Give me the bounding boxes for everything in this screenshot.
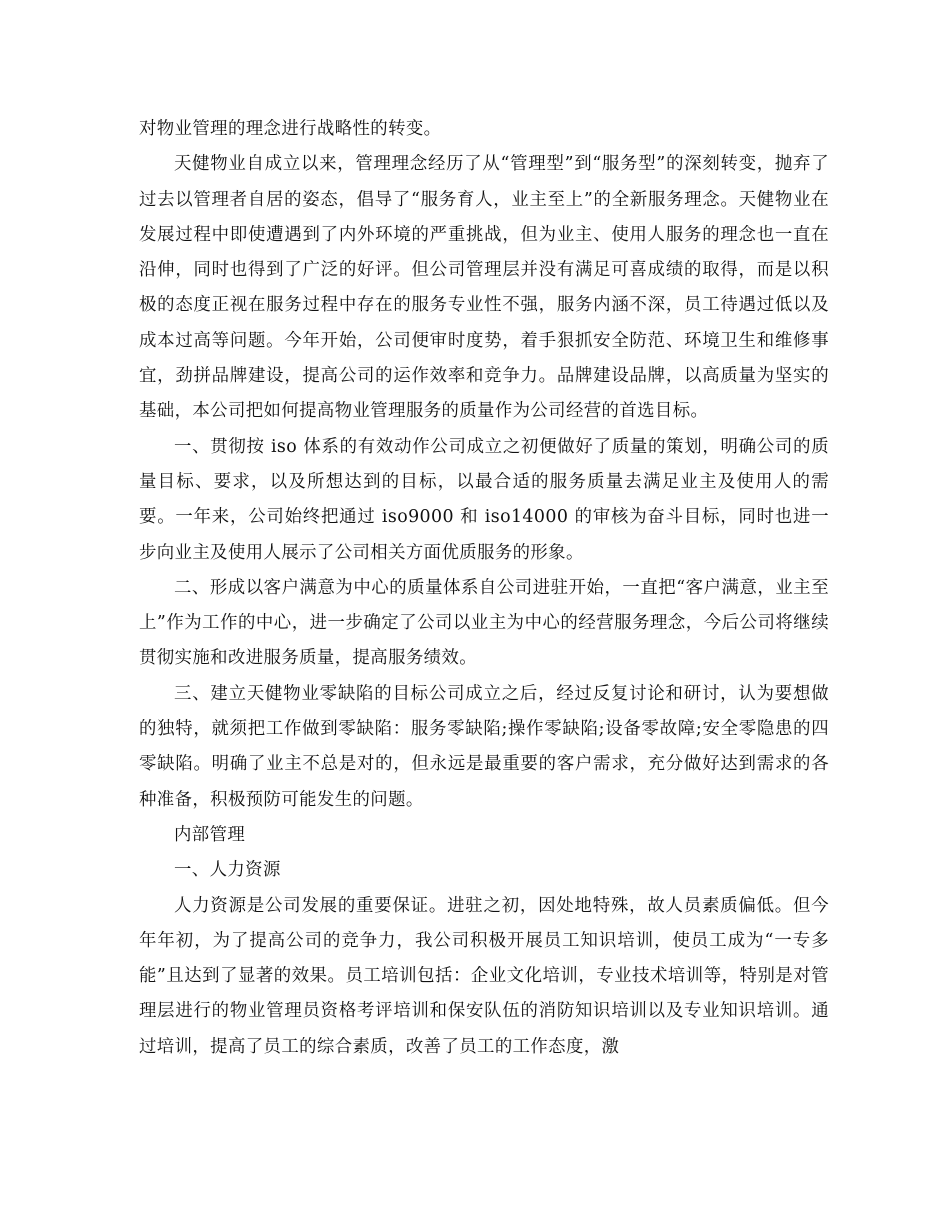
paragraph-human-resources: 人力资源是公司发展的重要保证。进驻之初，因处地特殊，故人员素质偏低。但今年年初，为了提高公司的竞争力，我公司积极开展员工知识培训，使员工成为“一专多能”且达到了显著的效果。员工培训包括：企业文化培训，专业技术培训等，特别是对管理层进行的物业管理员资格考评培训和保安队伍的消防知识培训以及专业知识培训。通过培训，提高了员工的综合素质，改善了员工的工作态度，激: [139, 895, 829, 1057]
paragraph-customer-satisfaction: 二、形成以客户满意为中心的质量体系自公司进驻开始，一直把“客户满意，业主至上”作为工作的中心，进一步确定了公司以业主为中心的经营服务理念，今后公司将继续贯彻实施和改进服务质量，提高服务绩效。: [139, 577, 829, 669]
paragraph-iso-system: 一、贯彻按 iso 体系的有效动作公司成立之初便做好了质量的策划，明确公司的质量目标、要求，以及所想达到的目标，以最合适的服务质量去满足业主及使用人的需要。一年来，公司始终把通过 iso9000 和 iso14000 的审核为奋斗目标，同时也进一步向业主及使用人展示了公司相关方面优质服务的形象。: [139, 436, 829, 563]
paragraph-zero-defect: 三、建立天健物业零缺陷的目标公司成立之后，经过反复讨论和研讨，认为要想做的独特，就须把工作做到零缺陷：服务零缺陷;操作零缺陷;设备零故障;安全零隐患的四零缺陷。明确了业主不总是对的，但永远是最重要的客户需求，充分做好达到需求的各种准备，积极预防可能发生的问题。: [139, 683, 829, 810]
paragraph-continuation: 对物业管理的理念进行战略性的转变。: [139, 119, 442, 139]
document-page: [139, 112, 829, 1065]
heading-internal-management: 内部管理: [174, 824, 246, 845]
heading-human-resources: 一、人力资源: [174, 860, 281, 881]
paragraph-management-concept: 天健物业自成立以来，管理理念经历了从“管理型”到“服务型”的深刻转变，抛弃了过去以管理者自居的姿态，倡导了“服务育人，业主至上”的全新服务理念。天健物业在发展过程中即使遭遇到了内外环境的严重挑战，但为业主、使用人服务的理念也一直在沿伸，同时也得到了广泛的好评。但公司管理层并没有满足可喜成绩的取得，而是以积极的态度正视在服务过程中存在的服务专业性不强，服务内涵不深，员工待遇过低以及成本过高等问题。今年开始，公司便审时度势，着手狠抓安全防范、环境卫生和维修事宜，劲拼品牌建设，提高公司的运作效率和竞争力。品牌建设品牌，以高质量为坚实的基础，本公司把如何提高物业管理服务的质量作为公司经营的首选目标。: [139, 154, 829, 422]
